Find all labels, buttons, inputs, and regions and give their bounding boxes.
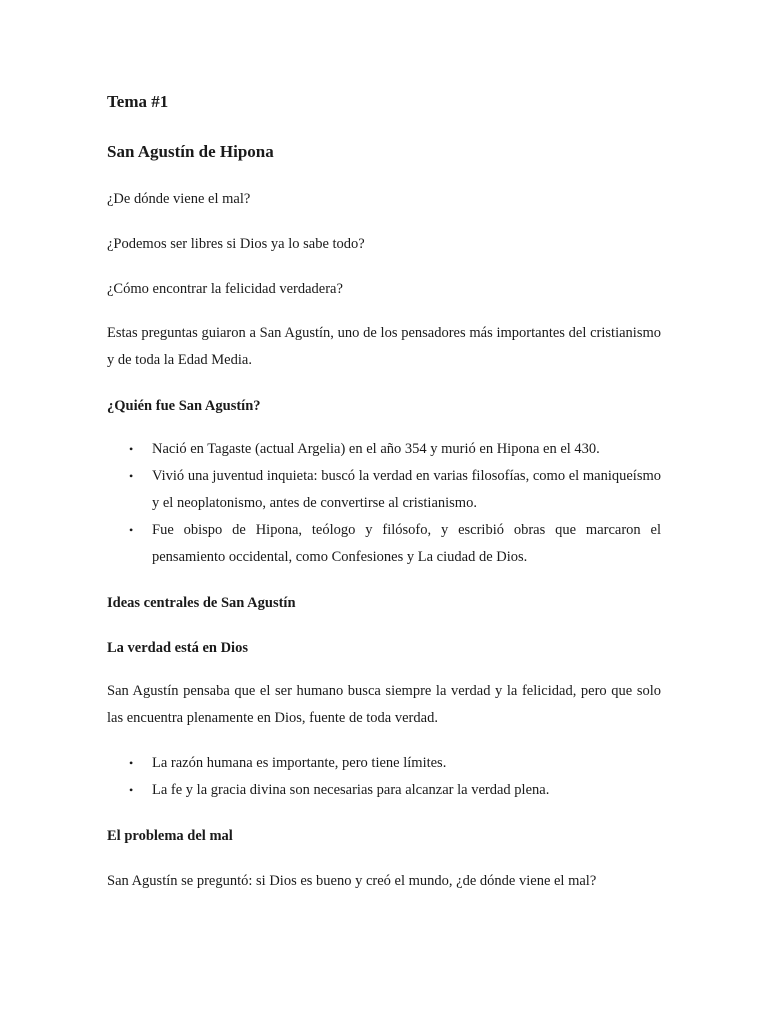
bullet-icon: • — [129, 469, 134, 483]
list-item-text: Nació en Tagaste (actual Argelia) en el año 354 y murió en Hipona en el 430. — [152, 441, 600, 457]
section-who-heading: ¿Quién fue San Agustín? — [107, 398, 261, 414]
question-2: ¿Podemos ser libres si Dios ya lo sabe todo? — [107, 236, 365, 252]
list-item — [107, 463, 661, 517]
list-item-text: La razón humana es importante, pero tiene límites. — [152, 755, 447, 771]
bullet-icon: • — [129, 442, 134, 456]
section-who-list — [107, 436, 661, 571]
question-1: ¿De dónde viene el mal? — [107, 191, 251, 207]
section-evil-heading: El problema del mal — [107, 828, 233, 844]
section-evil-paragraph: San Agustín se preguntó: si Dios es bueno y creó el mundo, ¿de dónde viene el mal? — [107, 873, 597, 889]
document-subtitle: San Agustín de Hipona — [107, 142, 274, 161]
section-ideas-heading: Ideas centrales de San Agustín — [107, 595, 296, 611]
list-item-text: Fue obispo de Hipona, teólogo y filósofo, y escribió obras que marcaron el pensamiento occidental, como Confesiones y La ciudad de Dios. — [152, 522, 661, 565]
bullet-icon: • — [129, 783, 134, 797]
bullet-icon: • — [129, 756, 134, 770]
list-item — [107, 436, 661, 463]
section-truth-list — [107, 750, 661, 804]
list-item-text: La fe y la gracia divina son necesarias para alcanzar la verdad plena. — [152, 782, 550, 798]
section-truth-heading: La verdad está en Dios — [107, 640, 248, 656]
document-title: Tema #1 — [107, 92, 169, 111]
list-item — [107, 750, 661, 777]
question-3: ¿Cómo encontrar la felicidad verdadera? — [107, 281, 343, 297]
intro-paragraph: Estas preguntas guiaron a San Agustín, uno de los pensadores más importantes del cristianismo y de toda la Edad Media. — [107, 325, 661, 368]
section-truth-paragraph: San Agustín pensaba que el ser humano busca siempre la verdad y la felicidad, pero que solo las encuentra plenamente en Dios, fuente de toda verdad. — [107, 683, 661, 726]
list-item — [107, 517, 661, 571]
list-item-text: Vivió una juventud inquieta: buscó la verdad en varias filosofías, como el maniqueísmo y el neoplatonismo, antes de convertirse al cristianismo. — [152, 468, 661, 511]
bullet-icon: • — [129, 523, 134, 537]
list-item — [107, 777, 661, 804]
